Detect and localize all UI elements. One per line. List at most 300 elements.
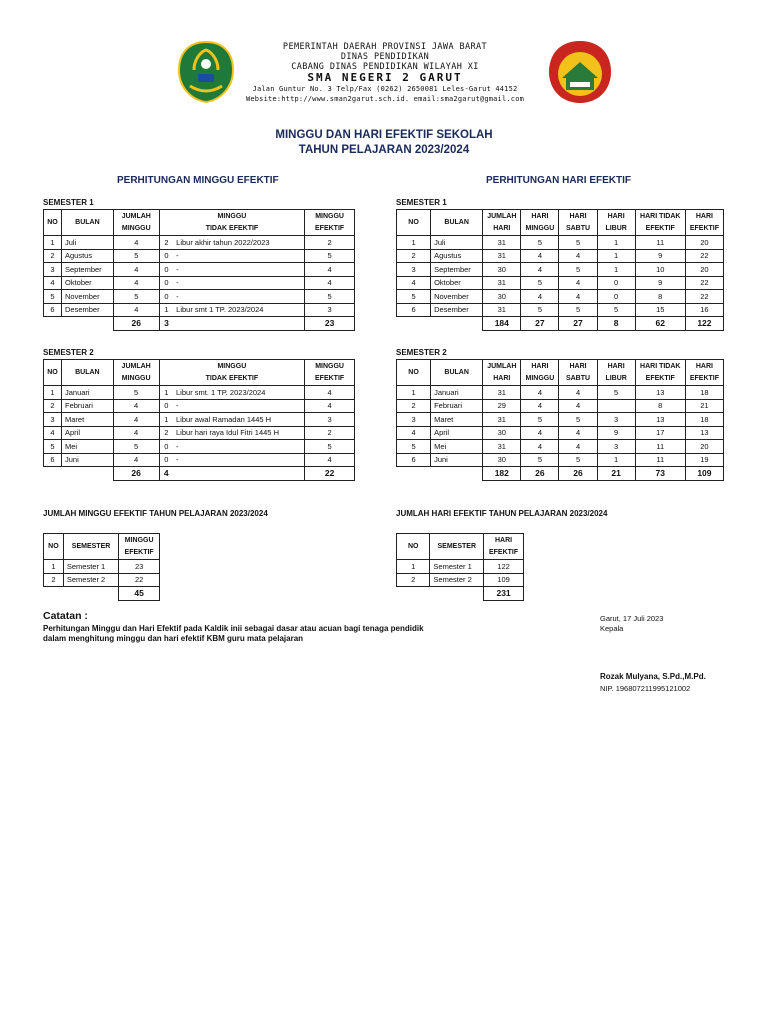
cell-bulan: November xyxy=(61,290,113,304)
cell-value: 4 xyxy=(559,276,597,290)
header-hari: HARI xyxy=(483,373,521,386)
table-row xyxy=(44,303,355,317)
cell-bulan: Agustus xyxy=(431,249,483,263)
table-row xyxy=(44,413,355,427)
signature-name: Rozak Mulyana, S.Pd.,M.Pd. xyxy=(600,672,706,681)
school-address: Jalan Guntur No. 3 Telp/Fax (0262) 2650081 Leles-Garut 44152 xyxy=(252,85,518,93)
cell-blank xyxy=(431,317,483,331)
cell-value: 4 xyxy=(521,426,559,440)
cell-bulan: Juli xyxy=(431,236,483,250)
cell-efektif: 4 xyxy=(305,399,355,413)
cell-bulan: November xyxy=(431,290,483,304)
cell-blank xyxy=(430,587,484,601)
total-value: 182 xyxy=(483,467,521,481)
header-jumlah: JUMLAH xyxy=(483,210,521,223)
total-value: 21 xyxy=(597,467,635,481)
cell-blank xyxy=(44,587,64,601)
header-minggu-efektif: MINGGU xyxy=(305,210,355,223)
total-tidak: 3 xyxy=(159,317,173,331)
cell-no: 1 xyxy=(44,560,64,574)
cell-keterangan: - xyxy=(173,290,305,304)
total-value: 231 xyxy=(484,587,524,601)
cell-no: 4 xyxy=(44,426,62,440)
cell-keterangan: - xyxy=(173,249,305,263)
table-header-row xyxy=(397,360,724,373)
cell-jumlah: 4 xyxy=(113,276,159,290)
cell-value: 5 xyxy=(597,386,635,400)
notes-text xyxy=(43,624,424,644)
total-jumlah: 26 xyxy=(113,467,159,481)
cell-jumlah: 4 xyxy=(113,426,159,440)
summary-minggu-table xyxy=(43,533,160,601)
cell-value: 19 xyxy=(685,453,723,467)
cell-value: 6 xyxy=(397,303,431,317)
table-row xyxy=(44,560,160,574)
cell-bulan: Februari xyxy=(61,399,113,413)
total-efektif: 22 xyxy=(305,467,355,481)
summary-hari-table xyxy=(396,533,524,601)
cell-tidak-count: 1 xyxy=(159,386,173,400)
notes-line1: Perhitungan Minggu dan Hari Efektif pada Kaldik inii sebagai dasar atau acuan bagi tenaga pendidik xyxy=(43,624,424,633)
cell-value: 31 xyxy=(483,276,521,290)
semester2-label-left: SEMESTER 2 xyxy=(43,348,94,357)
cell-value: 13 xyxy=(635,386,685,400)
cell-bulan: September xyxy=(431,263,483,277)
cell-value: 31 xyxy=(483,413,521,427)
cell-semester: Semester 1 xyxy=(63,560,118,574)
cell-bulan: Juni xyxy=(61,453,113,467)
cell-value: 1 xyxy=(597,249,635,263)
hari-efektif-semester1-table xyxy=(396,209,724,331)
table-total-row xyxy=(397,587,524,601)
cell-bulan: Desember xyxy=(61,303,113,317)
table-header-row xyxy=(397,210,724,223)
cell-tidak-count: 0 xyxy=(159,276,173,290)
cell-value: 4 xyxy=(559,399,597,413)
cell-value: 8 xyxy=(635,290,685,304)
header-tidak-efektif: TIDAK EFEKTIF xyxy=(159,223,304,236)
total-value: 26 xyxy=(559,467,597,481)
signature-block xyxy=(600,614,663,634)
cell-value: 16 xyxy=(685,303,723,317)
notes-label: Catatan : xyxy=(43,610,88,622)
cell-semester: Semester 2 xyxy=(430,573,484,587)
cell-value: 5 xyxy=(521,236,559,250)
total-value: 8 xyxy=(597,317,635,331)
header-efektif: EFEKTIF xyxy=(635,223,685,236)
signature-position: Kepala xyxy=(600,624,624,633)
cell-value: 13 xyxy=(685,426,723,440)
cell-bulan: April xyxy=(431,426,483,440)
cell-blank xyxy=(397,317,431,331)
cell-keterangan: Libur akhir tahun 2022/2023 xyxy=(173,236,305,250)
cell-blank xyxy=(61,317,113,331)
table-row xyxy=(397,263,724,277)
cell-efektif: 2 xyxy=(305,236,355,250)
cell-value: 6 xyxy=(397,453,431,467)
cell-value: 4 xyxy=(397,276,431,290)
header-efektif: EFEKTIF xyxy=(635,373,685,386)
total-value: 27 xyxy=(559,317,597,331)
total-value: 26 xyxy=(521,467,559,481)
cell-keterangan: Libur awal Ramadan 1445 H xyxy=(173,413,305,427)
notes-line2: dalam menghitung minggu dan hari efektif KBM guru mata pelajaran xyxy=(43,634,304,643)
table-row xyxy=(44,236,355,250)
cell-bulan: Agustus xyxy=(61,249,113,263)
cell-value: 1 xyxy=(597,453,635,467)
minggu-efektif-semester2-table xyxy=(43,359,355,481)
table-row xyxy=(397,290,724,304)
left-heading: PERHITUNGAN MINGGU EFEKTIF xyxy=(117,175,279,186)
table-total-row xyxy=(397,317,724,331)
signature-nip: NIP. 196807211995121002 xyxy=(600,684,691,693)
header-semester: SEMESTER xyxy=(430,534,484,560)
cell-value: 5 xyxy=(521,413,559,427)
cell-jumlah: 5 xyxy=(113,440,159,454)
cell-tidak-count: 2 xyxy=(159,426,173,440)
header-hari-minggu: HARI xyxy=(521,210,559,223)
header-no: NO xyxy=(44,210,62,236)
header-hari-libur: HARI xyxy=(597,360,635,373)
cell-value: 4 xyxy=(521,290,559,304)
header-bottom: EFEKTIF xyxy=(484,547,524,560)
header-sabtu: SABTU xyxy=(559,373,597,386)
table-total-row xyxy=(44,317,355,331)
total-value: 109 xyxy=(685,467,723,481)
header-no: NO xyxy=(397,360,431,386)
header-top: MINGGU xyxy=(119,534,160,547)
cell-semester: Semester 2 xyxy=(63,573,118,587)
cell-value: 11 xyxy=(635,236,685,250)
header-no: NO xyxy=(397,210,431,236)
table-row xyxy=(397,440,724,454)
school-name: SMA NEGERI 2 GARUT xyxy=(307,71,463,84)
cell-efektif: 4 xyxy=(305,453,355,467)
hari-efektif-semester2-table xyxy=(396,359,724,481)
cell-value: 20 xyxy=(685,236,723,250)
cell-value: 29 xyxy=(483,399,521,413)
cell-jumlah: 4 xyxy=(113,236,159,250)
cell-keterangan: Libur hari raya Idul Fitri 1445 H xyxy=(173,426,305,440)
cell-value: 11 xyxy=(635,453,685,467)
cell-value: 2 xyxy=(397,249,431,263)
header-bulan: BULAN xyxy=(61,210,113,236)
cell-value: 5 xyxy=(559,236,597,250)
table-row xyxy=(397,453,724,467)
cell-bulan: Desember xyxy=(431,303,483,317)
cell-value: 30 xyxy=(483,426,521,440)
cell-value: 5 xyxy=(397,440,431,454)
table-header-row xyxy=(44,210,355,223)
header-minggu: MINGGU xyxy=(521,373,559,386)
letterhead-line3: CABANG DINAS PENDIDIKAN WILAYAH XI xyxy=(291,62,479,72)
header-efektif: EFEKTIF xyxy=(305,373,355,386)
cell-bulan: Mei xyxy=(431,440,483,454)
cell-value: 4 xyxy=(559,440,597,454)
cell-value: 4 xyxy=(559,386,597,400)
cell-keterangan: Libur smt. 1 TP. 2023/2024 xyxy=(173,386,305,400)
cell-value: 30 xyxy=(483,290,521,304)
header-efektif2: EFEKTIF xyxy=(685,223,723,236)
cell-keterangan: - xyxy=(173,263,305,277)
header-bulan: BULAN xyxy=(61,360,113,386)
cell-value: 4 xyxy=(521,386,559,400)
cell-value: 30 xyxy=(483,263,521,277)
cell-no: 3 xyxy=(44,263,62,277)
header-semester: SEMESTER xyxy=(63,534,118,560)
header-tidak-efektif: TIDAK EFEKTIF xyxy=(159,373,305,386)
cell-blank xyxy=(44,467,62,481)
cell-bulan: Oktober xyxy=(61,276,113,290)
cell-value: 31 xyxy=(483,303,521,317)
header-minggu: MINGGU xyxy=(521,223,559,236)
cell-bulan: Maret xyxy=(431,413,483,427)
cell-jumlah: 5 xyxy=(113,290,159,304)
cell-value: 11 xyxy=(635,440,685,454)
cell-value: 1 xyxy=(397,386,431,400)
cell-bulan: April xyxy=(61,426,113,440)
table-row xyxy=(397,303,724,317)
cell-blank xyxy=(173,467,305,481)
cell-value: 4 xyxy=(559,290,597,304)
cell-no: 6 xyxy=(44,303,62,317)
total-jumlah: 26 xyxy=(113,317,159,331)
header-no: NO xyxy=(44,360,62,386)
summary-hari-title: JUMLAH HARI EFEKTIF TAHUN PELAJARAN 2023/2024 xyxy=(396,509,608,518)
header-jumlah: JUMLAH xyxy=(113,360,159,373)
cell-semester: Semester 1 xyxy=(430,560,484,574)
header-hari-efektif: HARI xyxy=(685,210,723,223)
header-minggu: MINGGU xyxy=(113,373,159,386)
table-row xyxy=(44,453,355,467)
semester2-label-right: SEMESTER 2 xyxy=(396,348,447,357)
cell-value: 0 xyxy=(597,276,635,290)
cell-no: 3 xyxy=(44,413,62,427)
cell-no: 2 xyxy=(44,573,64,587)
header-hari-sabtu: HARI xyxy=(559,360,597,373)
cell-tidak-count: 0 xyxy=(159,263,173,277)
table-row xyxy=(44,426,355,440)
cell-value: 4 xyxy=(397,426,431,440)
total-value: 73 xyxy=(635,467,685,481)
table-row xyxy=(397,413,724,427)
cell-value: 20 xyxy=(685,263,723,277)
total-value: 27 xyxy=(521,317,559,331)
table-row xyxy=(44,399,355,413)
cell-tidak-count: 1 xyxy=(159,413,173,427)
cell-no: 4 xyxy=(44,276,62,290)
cell-jumlah: 4 xyxy=(113,303,159,317)
header-hari-libur: HARI xyxy=(597,210,635,223)
summary-minggu-title: JUMLAH MINGGU EFEKTIF TAHUN PELAJARAN 2023/2024 xyxy=(43,509,268,518)
cell-blank xyxy=(397,587,430,601)
cell-value: 5 xyxy=(521,453,559,467)
cell-value: 4 xyxy=(521,249,559,263)
table-row xyxy=(397,426,724,440)
header-hari-sabtu: HARI xyxy=(559,210,597,223)
school-website: Website:http://www.sman2garut.sch.id. email:sma2garut@gmail.com xyxy=(245,95,525,103)
cell-jumlah: 4 xyxy=(113,263,159,277)
table-row xyxy=(397,249,724,263)
cell-value: 13 xyxy=(635,413,685,427)
cell-blank xyxy=(44,317,62,331)
header-minggu-tidak: MINGGU xyxy=(159,360,305,373)
cell-blank xyxy=(63,587,118,601)
cell-value: 5 xyxy=(397,290,431,304)
cell-value: 15 xyxy=(635,303,685,317)
cell-efektif: 109 xyxy=(484,573,524,587)
cell-value: 18 xyxy=(685,386,723,400)
cell-no: 2 xyxy=(44,399,62,413)
cell-value: 3 xyxy=(597,440,635,454)
letterhead-line2: DINAS PENDIDIKAN xyxy=(340,52,430,62)
table-row xyxy=(44,386,355,400)
cell-keterangan: - xyxy=(173,276,305,290)
cell-no: 2 xyxy=(44,249,62,263)
cell-value: 22 xyxy=(685,249,723,263)
cell-bulan: Oktober xyxy=(431,276,483,290)
cell-blank xyxy=(61,467,113,481)
total-tidak: 4 xyxy=(159,467,173,481)
cell-value: 0 xyxy=(597,290,635,304)
cell-bulan: Mei xyxy=(61,440,113,454)
cell-bulan: Maret xyxy=(61,413,113,427)
header-bulan: BULAN xyxy=(431,360,483,386)
cell-efektif: 23 xyxy=(119,560,160,574)
table-total-row xyxy=(44,467,355,481)
cell-tidak-count: 0 xyxy=(159,290,173,304)
header-bulan: BULAN xyxy=(431,210,483,236)
cell-value: 9 xyxy=(597,426,635,440)
cell-jumlah: 5 xyxy=(113,386,159,400)
cell-value: 1 xyxy=(597,236,635,250)
header-libur: LIBUR xyxy=(597,373,635,386)
cell-no: 6 xyxy=(44,453,62,467)
table-row xyxy=(397,560,524,574)
cell-keterangan: - xyxy=(173,440,305,454)
cell-value: 4 xyxy=(559,426,597,440)
header-hari-tidak: HARI TIDAK xyxy=(635,360,685,373)
header-minggu-efektif: MINGGU xyxy=(305,360,355,373)
cell-efektif: 4 xyxy=(305,276,355,290)
minggu-efektif-semester1-table xyxy=(43,209,355,331)
header-minggu: MINGGU xyxy=(113,223,159,236)
cell-value: 5 xyxy=(559,263,597,277)
cell-value: 10 xyxy=(635,263,685,277)
table-row xyxy=(397,573,524,587)
cell-jumlah: 4 xyxy=(113,399,159,413)
cell-no: 5 xyxy=(44,290,62,304)
cell-value: 5 xyxy=(521,276,559,290)
cell-tidak-count: 1 xyxy=(159,303,173,317)
cell-bulan: Februari xyxy=(431,399,483,413)
cell-bulan: Januari xyxy=(431,386,483,400)
cell-value xyxy=(597,399,635,413)
cell-bulan: Juli xyxy=(61,236,113,250)
cell-efektif: 3 xyxy=(305,413,355,427)
cell-value: 3 xyxy=(397,413,431,427)
table-row xyxy=(397,236,724,250)
cell-jumlah: 4 xyxy=(113,453,159,467)
document-subtitle: TAHUN PELAJARAN 2023/2024 xyxy=(298,144,470,156)
total-value: 62 xyxy=(635,317,685,331)
cell-efektif: 4 xyxy=(305,386,355,400)
cell-value: 1 xyxy=(597,263,635,277)
cell-tidak-count: 0 xyxy=(159,440,173,454)
cell-value: 4 xyxy=(559,249,597,263)
semester1-label-left: SEMESTER 1 xyxy=(43,198,94,207)
cell-bulan: Juni xyxy=(431,453,483,467)
cell-value: 2 xyxy=(397,399,431,413)
right-heading: PERHITUNGAN HARI EFEKTIF xyxy=(486,175,631,186)
cell-value: 9 xyxy=(635,276,685,290)
table-header-row xyxy=(44,360,355,373)
cell-value: 17 xyxy=(635,426,685,440)
cell-value: 22 xyxy=(685,290,723,304)
table-header-row xyxy=(44,534,160,547)
cell-value: 9 xyxy=(635,249,685,263)
cell-bulan: September xyxy=(61,263,113,277)
cell-tidak-count: 0 xyxy=(159,249,173,263)
cell-no: 2 xyxy=(397,573,430,587)
cell-value: 4 xyxy=(521,263,559,277)
header-top: HARI xyxy=(484,534,524,547)
semester1-label-right: SEMESTER 1 xyxy=(396,198,447,207)
header-bottom: EFEKTIF xyxy=(119,547,160,560)
cell-value: 22 xyxy=(685,276,723,290)
cell-no: 1 xyxy=(44,236,62,250)
cell-value: 30 xyxy=(483,453,521,467)
header-jumlah: JUMLAH xyxy=(483,360,521,373)
cell-value: 8 xyxy=(635,399,685,413)
cell-tidak-count: 2 xyxy=(159,236,173,250)
cell-value: 5 xyxy=(597,303,635,317)
table-row xyxy=(44,573,160,587)
total-value: 45 xyxy=(119,587,160,601)
header-hari-minggu: HARI xyxy=(521,360,559,373)
cell-blank xyxy=(173,317,305,331)
cell-efektif: 3 xyxy=(305,303,355,317)
cell-keterangan: - xyxy=(173,399,305,413)
cell-blank xyxy=(397,467,431,481)
cell-tidak-count: 0 xyxy=(159,453,173,467)
cell-efektif: 5 xyxy=(305,290,355,304)
cell-blank xyxy=(431,467,483,481)
table-header-row xyxy=(397,534,524,547)
table-row xyxy=(44,263,355,277)
cell-value: 3 xyxy=(397,263,431,277)
document-title: MINGGU DAN HARI EFEKTIF SEKOLAH xyxy=(275,129,493,141)
total-value: 184 xyxy=(483,317,521,331)
cell-no: 1 xyxy=(397,560,430,574)
cell-value: 31 xyxy=(483,386,521,400)
cell-bulan: Januari xyxy=(61,386,113,400)
cell-efektif: 4 xyxy=(305,263,355,277)
table-row xyxy=(44,276,355,290)
table-row xyxy=(397,399,724,413)
cell-efektif: 122 xyxy=(484,560,524,574)
header-hari-tidak: HARI TIDAK xyxy=(635,210,685,223)
cell-jumlah: 4 xyxy=(113,413,159,427)
cell-tidak-count: 0 xyxy=(159,399,173,413)
header-sabtu: SABTU xyxy=(559,223,597,236)
cell-value: 31 xyxy=(483,440,521,454)
header-hari: HARI xyxy=(483,223,521,236)
header-efektif: EFEKTIF xyxy=(305,223,355,236)
header-no: NO xyxy=(44,534,64,560)
cell-value: 18 xyxy=(685,413,723,427)
signature-place-date: Garut, 17 Juli 2023 xyxy=(600,614,664,623)
